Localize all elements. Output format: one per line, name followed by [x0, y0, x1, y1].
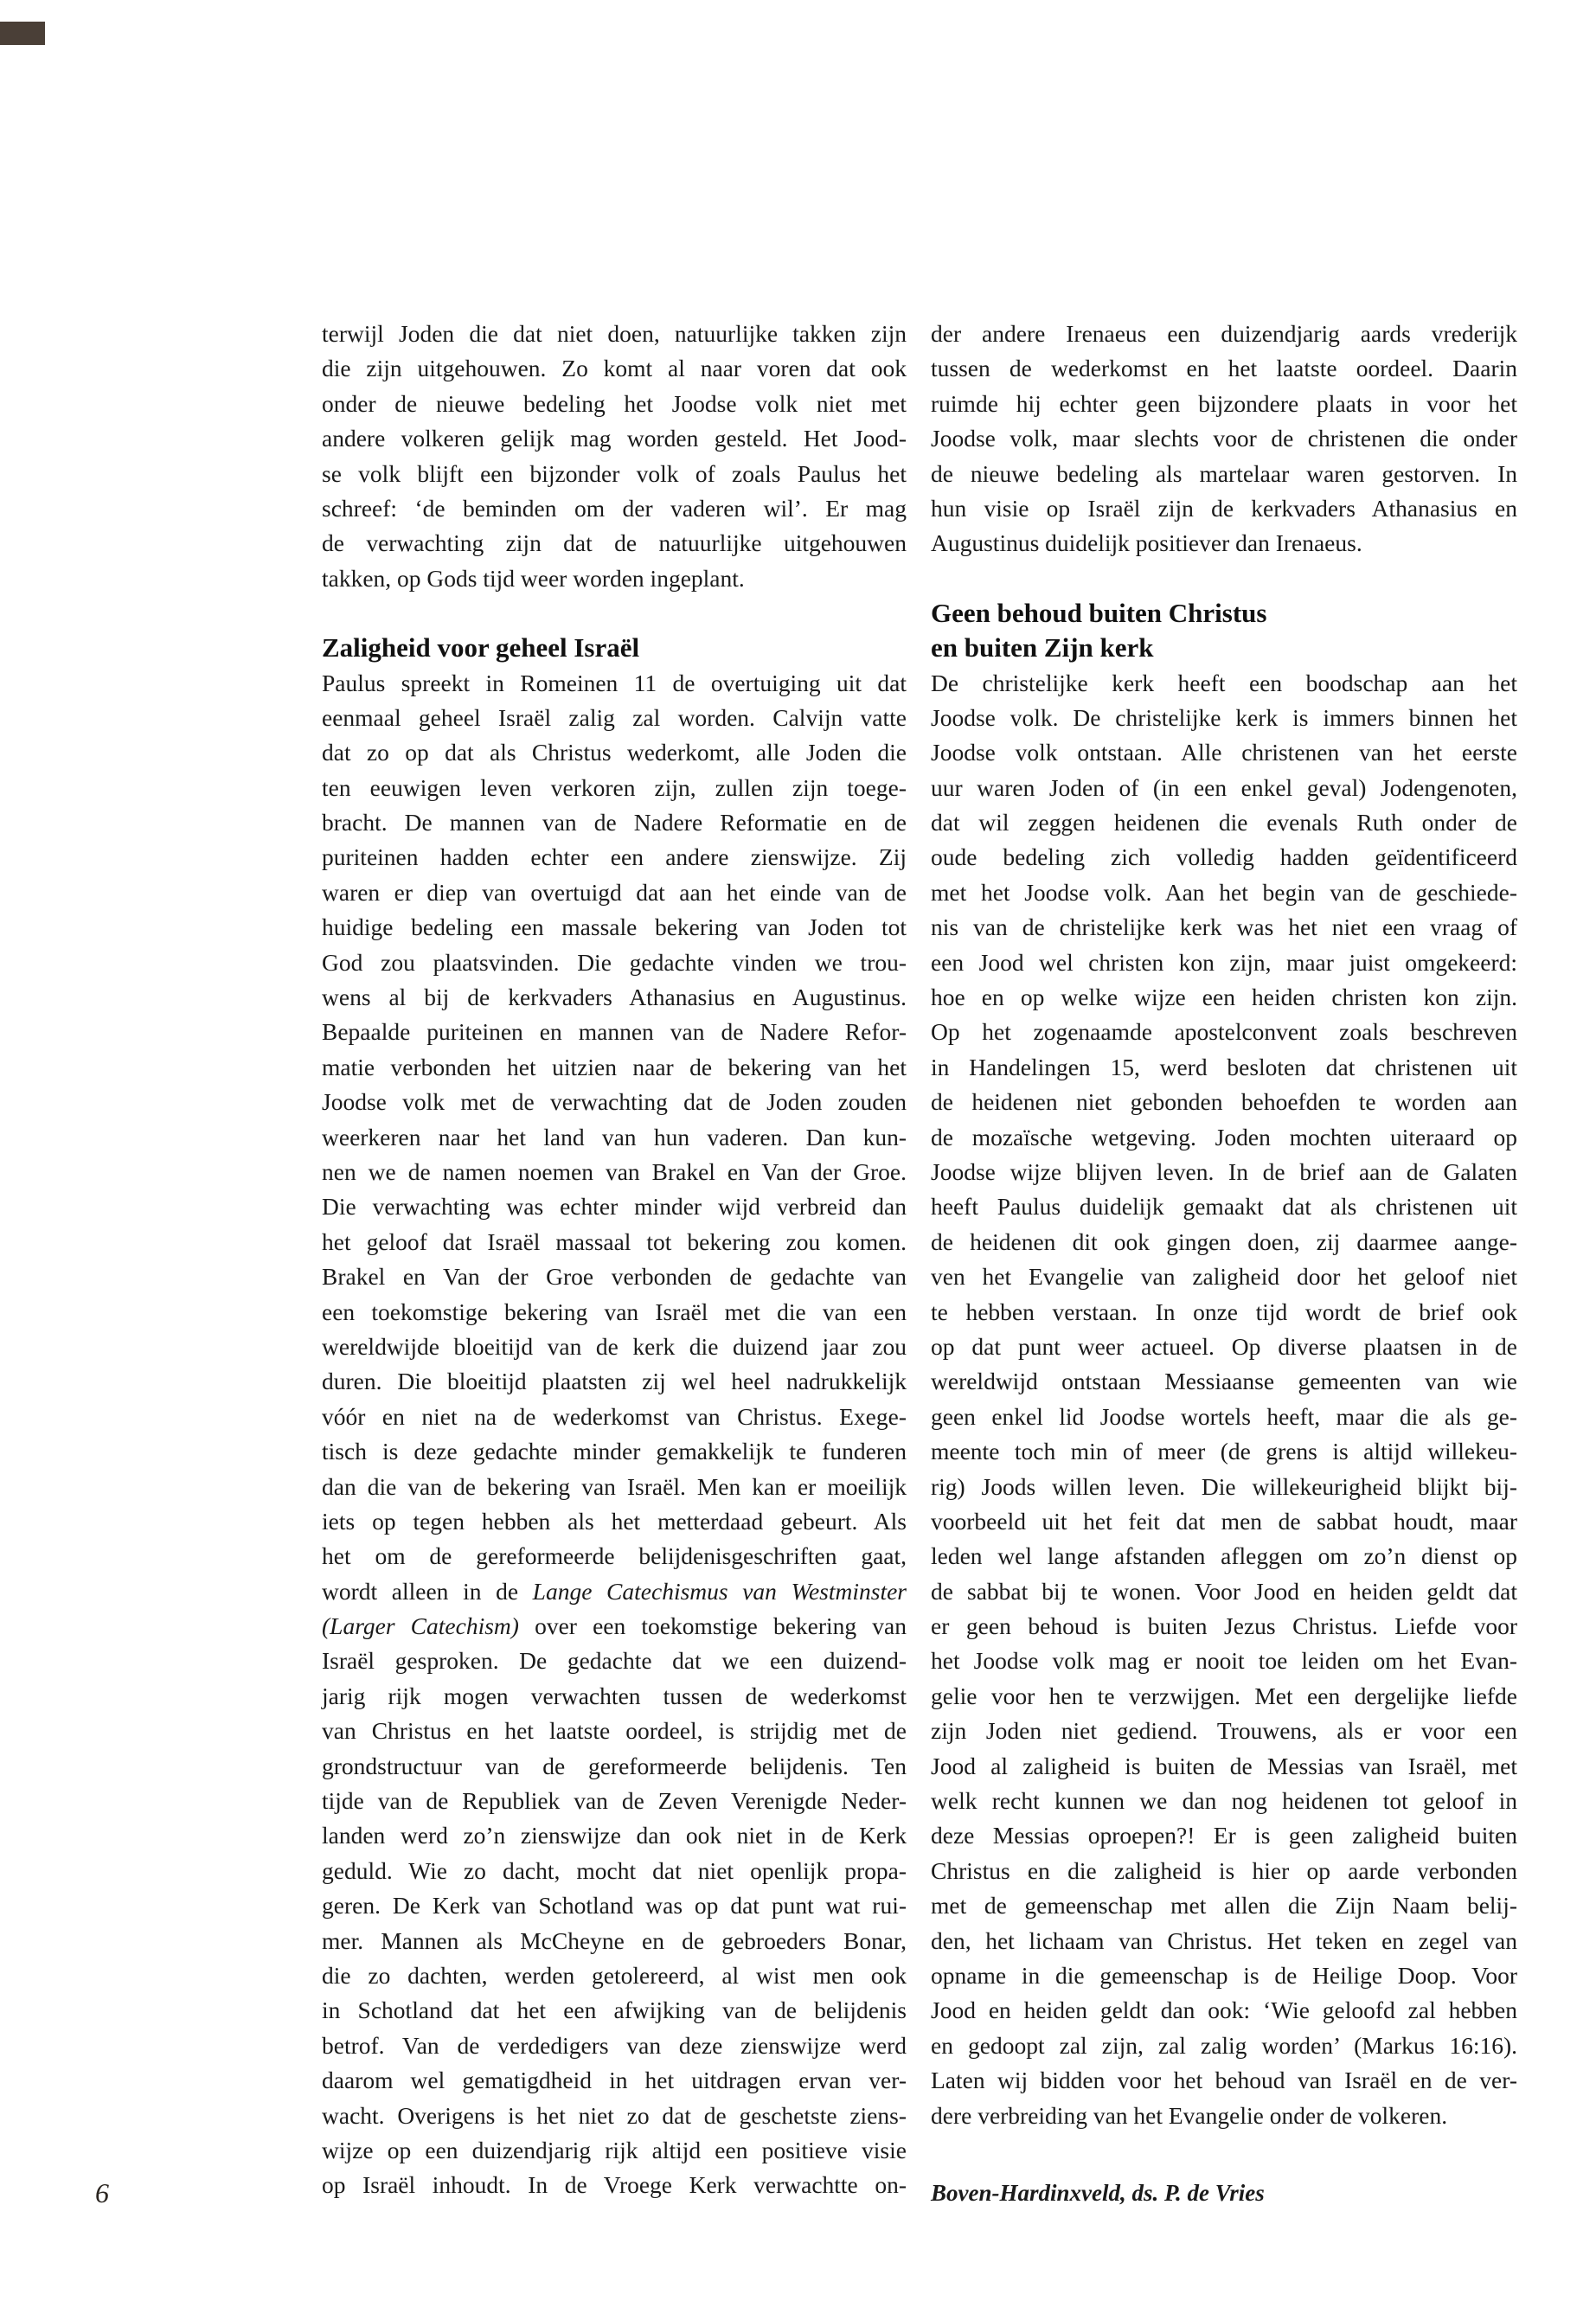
text-line: ruimde hij echter geen bijzondere plaats in voor het — [931, 389, 1517, 417]
text-line: heeft Paulus duidelijk gemaakt dat als christenen uit — [931, 1193, 1517, 1221]
text-line: die zijn uitgehouwen. Zo komt al naar voren dat ook — [322, 355, 907, 382]
text-line: De christelijke kerk heeft een boodschap aan het — [931, 669, 1517, 696]
left-column — [322, 317, 907, 2203]
text-line: het Joodse volk mag er nooit toe leiden om het Evan- — [931, 1647, 1517, 1675]
corner-decoration-bar — [0, 22, 45, 45]
text-line: Laten wij bidden voor het behoud van Israël en de ver- — [931, 2067, 1517, 2094]
text-line: geen enkel lid Joodse wortels heeft, maar die als ge- — [931, 1402, 1517, 1430]
text-line: iets op tegen hebben als het metterdaad gebeurt. Als — [322, 1507, 907, 1535]
text-line: betrof. Van de verdedigers van deze zienswijze werd — [322, 2031, 907, 2059]
text-line: bracht. De mannen van de Nadere Reformatie en de — [322, 809, 907, 836]
text-line: eenmaal geheel Israël zalig zal worden. Calvijn vatte — [322, 703, 907, 731]
text-line: van Christus en het laatste oordeel, is strijdig met de — [322, 1717, 907, 1745]
text-line: tisch is deze gedachte minder gemakkelijk te funderen — [322, 1438, 907, 1465]
text-line: te hebben verstaan. In onze tijd wordt de brief ook — [931, 1298, 1517, 1325]
text-line: daarom wel gematigdheid in het uitdragen ervan ver- — [322, 2067, 907, 2094]
text-line: het om de gereformeerde belijdenisgeschriften gaat, — [322, 1542, 907, 1570]
text-line: met de gemeenschap met allen die Zijn Naam belij- — [931, 1892, 1517, 1920]
text-line: die zo dachten, werden getolereerd, al wist men ook — [322, 1961, 907, 1989]
text-line: ten eeuwigen leven verkoren zijn, zullen zijn toege- — [322, 773, 907, 801]
page-number: 6 — [95, 2177, 109, 2208]
author-signature: Boven-Hardinxveld, ds. P. de Vries — [931, 2180, 1265, 2206]
text-line: het geloof dat Israël massaal tot bekering zou komen. — [322, 1227, 907, 1255]
text-line: God zou plaatsvinden. Die gedachte vinden we trou- — [322, 948, 907, 976]
text-line: leden wel lange afstanden afleggen om zo’n dienst op — [931, 1542, 1517, 1570]
text-line: Paulus spreekt in Romeinen 11 de overtuiging uit dat — [322, 669, 907, 696]
text-line: dat zo op dat als Christus wederkomt, alle Joden die — [322, 739, 907, 766]
text-line: landen werd zo’n zienswijze dan ook niet in de Kerk — [322, 1822, 907, 1849]
text-line: de heidenen dit ook gingen doen, zij daarmee aange- — [931, 1227, 1517, 1255]
text-line: terwijl Joden die dat niet doen, natuurlijke takken zijn — [322, 320, 907, 347]
section-heading — [322, 631, 907, 665]
text-line: de mozaïsche wetgeving. Joden mochten uiteraard op — [931, 1123, 1517, 1150]
text-line: wereldwijd ontstaan Messiaanse gemeenten van wie — [931, 1368, 1517, 1395]
text-line: hun visie op Israël zijn de kerkvaders Athanasius en — [931, 494, 1517, 522]
text-line: op dat punt weer actueel. Op diverse plaatsen in de — [931, 1332, 1517, 1360]
text-line: Joodse volk, maar slechts voor de christenen die onder — [931, 425, 1517, 452]
text-line: wacht. Overigens is het niet zo dat de geschetste ziens- — [322, 2101, 907, 2129]
text-line: uur waren Joden of (in een enkel geval) Jodengenoten, — [931, 773, 1517, 801]
text-line: de nieuwe bedeling als martelaar waren gestorven. In — [931, 459, 1517, 487]
text-line: tijde van de Republiek van de Zeven Verenigde Neder- — [322, 1787, 907, 1815]
text-line: de verwachting zijn dat de natuurlijke uitgehouwen — [322, 529, 907, 557]
text-line: mer. Mannen als McCheyne en de gebroeders Bonar, — [322, 1926, 907, 1954]
text-line: se volk blijft een bijzonder volk of zoals Paulus het — [322, 459, 907, 487]
text-line: geduld. Wie zo dacht, mocht dat niet openlijk propa- — [322, 1856, 907, 1884]
text-line: dan die van de bekering van Israël. Men kan er moeilijk — [322, 1472, 907, 1500]
text-line: meente toch min of meer (de grens is altijd willekeu- — [931, 1438, 1517, 1465]
text-line: oude bedeling zich volledig hadden geïdentificeerd — [931, 843, 1517, 871]
text-line: zijn Joden niet gediend. Trouwens, als er voor een — [931, 1717, 1517, 1745]
text-line: Op het zogenaamde apostelconvent zoals beschreven — [931, 1018, 1517, 1046]
text-line — [322, 1609, 907, 1644]
text-line: nen we de namen noemen van Brakel en Van der Groe. — [322, 1157, 907, 1185]
text-line: Joodse volk met de verwachting dat de Joden zouden — [322, 1088, 907, 1116]
text-line: Jood en heiden geldt dan ook: ‘Wie geloofd zal hebben — [931, 1997, 1517, 2024]
text-line: der andere Irenaeus een duizendjarig aards vrederijk — [931, 320, 1517, 347]
text-segment: over een toekomstige bekering van — [518, 1612, 907, 1640]
text-line: wereldwijde bloeitijd van de kerk die duizend jaar zou — [322, 1332, 907, 1360]
text-line: vóór en niet na de wederkomst van Christus. Exege- — [322, 1402, 907, 1430]
text-line: weerkeren naar het land van hun vaderen. Dan kun- — [322, 1123, 907, 1150]
text-line: op Israël inhoudt. In de Vroege Kerk verwachtte on- — [322, 2171, 907, 2199]
right-column — [931, 317, 1517, 2133]
text-line: onder de nieuwe bedeling het Joodse volk niet met — [322, 389, 907, 417]
text-line: opname in die gemeenschap is de Heilige Doop. Voor — [931, 1961, 1517, 1989]
text-line: andere volkeren gelijk mag worden gesteld. Het Jood- — [322, 425, 907, 452]
heading-line: en buiten Zijn kerk — [931, 632, 1154, 663]
text-line: wijze op een duizendjarig rijk altijd een positieve visie — [322, 2136, 907, 2163]
text-line: Joodse volk. De christelijke kerk is immers binnen het — [931, 703, 1517, 731]
text-line: waren er diep van overtuigd dat aan het einde van de — [322, 878, 907, 906]
text-line: een Jood wel christen kon zijn, maar juist omgekeerd: — [931, 948, 1517, 976]
text-line: Christus en die zaligheid is hier op aarde verbonden — [931, 1856, 1517, 1884]
text-line — [322, 1574, 907, 1609]
paragraph — [322, 666, 907, 2203]
text-line: rig) Joods willen leven. Die willekeurigheid blijkt bij- — [931, 1472, 1517, 1500]
text-line: schreef: ‘de beminden om der vaderen wil’. Er mag — [322, 494, 907, 522]
text-line: in Handelingen 15, werd besloten dat christenen uit — [931, 1053, 1517, 1080]
section-heading — [931, 596, 1517, 666]
text-line: puriteinen hadden echter een andere zienswijze. Zij — [322, 843, 907, 871]
text-line: wens al bij de kerkvaders Athanasius en Augustinus. — [322, 984, 907, 1011]
italic-title: Lange Catechismus van Westminster — [532, 1577, 907, 1605]
text-line: Israël gesproken. De gedachte dat we een duizend- — [322, 1647, 907, 1675]
text-segment: wordt alleen in de — [322, 1577, 533, 1605]
text-line: de sabbat bij te wonen. Voor Jood en heiden geldt dat — [931, 1577, 1517, 1605]
text-line: geren. De Kerk van Schotland was op dat punt wat rui- — [322, 1892, 907, 1920]
text-line: Brakel en Van der Groe verbonden de gedachte van — [322, 1263, 907, 1291]
text-line: er geen behoud is buiten Jezus Christus. Liefde voor — [931, 1612, 1517, 1640]
text-line: dat wil zeggen heidenen die evenals Ruth onder de — [931, 809, 1517, 836]
text-line: voorbeeld uit het feit dat men de sabbat houdt, maar — [931, 1507, 1517, 1535]
text-line: een toekomstige bekering van Israël met die van een — [322, 1298, 907, 1325]
heading-line: Geen behoud buiten Christus — [931, 597, 1267, 628]
text-line: Die verwachting was echter minder wijd verbreid dan — [322, 1193, 907, 1221]
text-line: jarig rijk mogen verwachten tussen de wederkomst — [322, 1682, 907, 1709]
italic-title: (Larger Catechism) — [322, 1612, 519, 1640]
text-line: gelie voor hen te verzwijgen. Met een dergelijke liefde — [931, 1682, 1517, 1709]
text-line: Augustinus duidelijk positiever dan Irenaeus. — [931, 529, 1362, 557]
text-line: huidige bedeling een massale bekering van Joden tot — [322, 913, 907, 941]
text-line: Bepaalde puriteinen en mannen van de Nadere Refor- — [322, 1018, 907, 1046]
text-line: nis van de christelijke kerk was het niet een vraag of — [931, 913, 1517, 941]
text-line: den, het lichaam van Christus. Het teken en zegel van — [931, 1926, 1517, 1954]
text-line: takken, op Gods tijd weer worden ingeplant. — [322, 564, 745, 592]
text-line: de heidenen niet gebonden behoefden te worden aan — [931, 1088, 1517, 1116]
text-line: tussen de wederkomst en het laatste oordeel. Daarin — [931, 355, 1517, 382]
heading-line: Zaligheid voor geheel Israël — [322, 632, 640, 663]
text-line: matie verbonden het uitzien naar de bekering van het — [322, 1053, 907, 1080]
paragraph — [931, 666, 1517, 2133]
text-line: duren. Die bloeitijd plaatsten zij wel heel nadrukkelijk — [322, 1368, 907, 1395]
paragraph — [931, 317, 1517, 561]
text-line: grondstructuur van de gereformeerde belijdenis. Ten — [322, 1752, 907, 1779]
text-line: deze Messias oproepen?! Er is geen zaligheid buiten — [931, 1822, 1517, 1849]
text-line: hoe en op welke wijze een heiden christen kon zijn. — [931, 984, 1517, 1011]
text-line: met het Joodse volk. Aan het begin van de geschiede- — [931, 878, 1517, 906]
text-line: Jood al zaligheid is buiten de Messias van Israël, met — [931, 1752, 1517, 1779]
text-line: ven het Evangelie van zaligheid door het geloof niet — [931, 1263, 1517, 1291]
paragraph — [322, 317, 907, 596]
text-line: en gedoopt zal zijn, zal zalig worden’ (Markus 16:16). — [931, 2031, 1517, 2059]
text-line: Joodse volk ontstaan. Alle christenen van het eerste — [931, 739, 1517, 766]
text-line: welk recht kunnen we dan nog heidenen tot geloof in — [931, 1787, 1517, 1815]
text-line: Joodse wijze blijven leven. In de brief aan de Galaten — [931, 1157, 1517, 1185]
text-line: in Schotland dat het een afwijking van de belijdenis — [322, 1997, 907, 2024]
text-line: dere verbreiding van het Evangelie onder de volkeren. — [931, 2101, 1448, 2129]
